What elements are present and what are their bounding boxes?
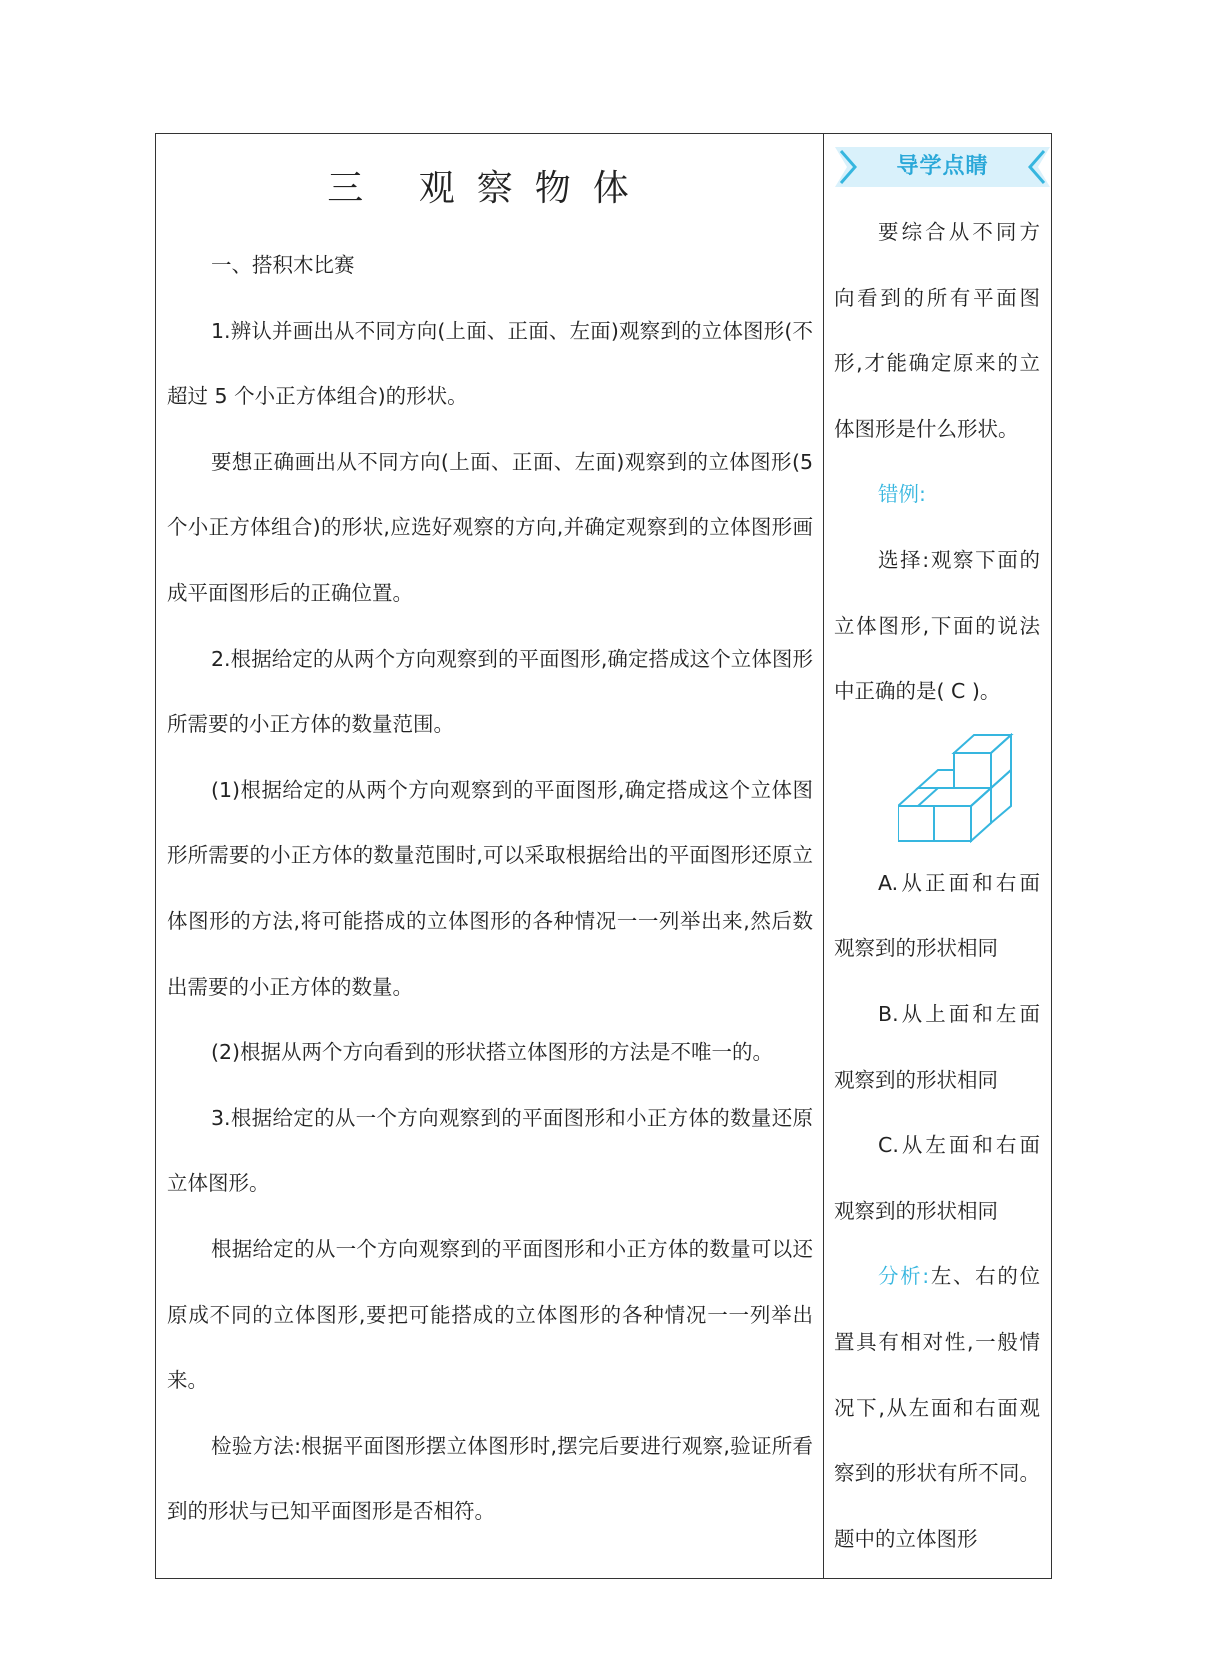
option-c: C.从左面和右面观察到的形状相同	[834, 1133, 1040, 1223]
paragraph-5: (2)根据从两个方向看到的形状搭立体图形的方法是不唯一的。	[211, 1040, 774, 1065]
analysis-paragraph	[834, 1244, 1040, 1572]
paragraph-8: 检验方法:根据平面图形摆立体图形时,摆完后要进行观察,验证所看到的形状与已知平面图形是否相符。	[167, 1433, 813, 1524]
guide-banner-title: 导学点睛	[896, 154, 989, 179]
section-heading: 一、搭积木比赛	[211, 253, 355, 277]
sidebar-column	[834, 200, 1040, 1572]
paragraph-1: 1.辨认并画出从不同方向(上面、正面、左面)观察到的立体图形(不超过 5 个小正方体组合)的形状。	[167, 318, 813, 409]
analysis-text: 左、右的位置具有相对性,一般情况下,从左面和右面观察到的形状有所不同。题中的立体图形	[834, 1264, 1040, 1551]
paragraph-4: (1)根据给定的从两个方向观察到的平面图形,确定搭成这个立体图形所需要的小正方体的数量范围时,可以采取根据给出的平面图形还原立体图形的方法,将可能搭成的立体图形的各种情况一一列举出来,然后数出需要的小正方体的数量。	[167, 777, 813, 999]
column-divider	[823, 133, 824, 1579]
paragraph-2: 要想正确画出从不同方向(上面、正面、左面)观察到的立体图形(5 个小正方体组合)的形状,应选好观察的方向,并确定观察到的立体图形画成平面图形后的正确位置。	[167, 449, 813, 605]
question-text: 选择:观察下面的立体图形,下面的说法中正确的是( C )。	[834, 547, 1040, 704]
page-title: 三 观察物体	[327, 168, 651, 209]
option-a: A.从正面和右面观察到的形状相同	[834, 870, 1040, 961]
option-b: B.从上面和左面观察到的形状相同	[834, 1001, 1040, 1092]
main-column	[167, 233, 813, 1545]
cube-stack-figure	[898, 733, 1016, 843]
paragraph-3: 2.根据给定的从两个方向观察到的平面图形,确定搭成这个立体图形所需要的小正方体的数量范围。	[167, 646, 813, 737]
paragraph-6: 3.根据给定的从一个方向观察到的平面图形和小正方体的数量还原立体图形。	[167, 1105, 813, 1196]
sidebar-intro: 要综合从不同方向看到的所有平面图形,才能确定原来的立体图形是什么形状。	[834, 220, 1040, 441]
paragraph-7: 根据给定的从一个方向观察到的平面图形和小正方体的数量可以还原成不同的立体图形,要把可能搭成的立体图形的各种情况一一列举出来。	[167, 1236, 813, 1393]
error-label: 错例:	[878, 482, 926, 507]
analysis-label: 分析:	[878, 1264, 930, 1289]
